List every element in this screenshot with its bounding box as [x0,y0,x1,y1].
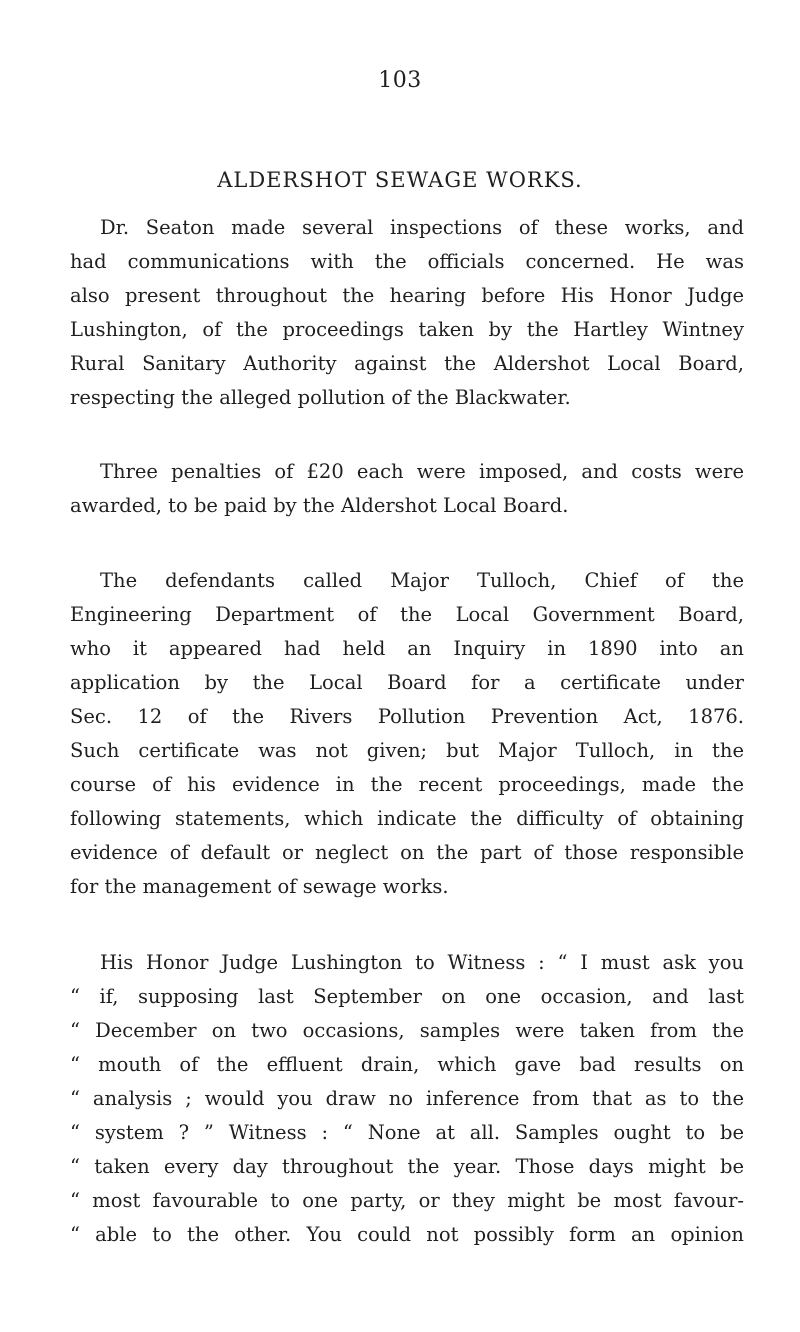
text-line: “ able to the other. You could not possibly form an opinion [70,1223,744,1246]
text-line: Such certificate was not given; but Major Tulloch, in the [70,739,744,762]
text-line: “ mouth of the effluent drain, which gave bad results on [70,1053,744,1076]
text-line: The defendants called Major Tulloch, Chief of the [100,569,744,592]
text-line: His Honor Judge Lushington to Witness : “ I must ask you [100,951,744,974]
text-line: for the management of sewage works. [70,875,449,898]
text-line: “ December on two occasions, samples were taken from the [70,1019,744,1042]
paragraph [70,946,744,1252]
text-line: had communications with the officials concerned. He was [70,250,744,273]
text-line: “ system ? ” Witness : “ None at all. Samples ought to be [70,1121,744,1144]
text-line: Three penalties of £20 each were imposed, and costs were [100,460,744,483]
paragraph [70,211,744,415]
text-line: Dr. Seaton made several inspections of these works, and [100,216,744,239]
text-line: Sec. 12 of the Rivers Pollution Prevention Act, 1876. [70,705,744,728]
text-line: who it appeared had held an Inquiry in 1890 into an [70,637,744,660]
section-heading: ALDERSHOT SEWAGE WORKS. [217,168,583,192]
text-line: “ analysis ; would you draw no inference from that as to the [70,1087,744,1110]
paragraph [70,455,744,523]
text-line: following statements, which indicate the difficulty of obtaining [70,807,744,830]
text-line: “ if, supposing last September on one occasion, and last [70,985,744,1008]
paragraph [70,564,744,904]
text-line: respecting the alleged pollution of the Blackwater. [70,386,571,409]
text-line: Engineering Department of the Local Government Board, [70,603,744,626]
text-line: also present throughout the hearing before His Honor Judge [70,284,744,307]
text-line: evidence of default or neglect on the part of those responsible [70,841,744,864]
text-line: Rural Sanitary Authority against the Aldershot Local Board, [70,352,744,375]
text-line: “ taken every day throughout the year. Those days might be [70,1155,744,1178]
text-line: application by the Local Board for a certificate under [70,671,744,694]
text-line: “ most favourable to one party, or they might be most favour- [70,1189,744,1212]
page-number: 103 [378,68,422,93]
text-line: awarded, to be paid by the Aldershot Local Board. [70,494,569,517]
text-line: course of his evidence in the recent proceedings, made the [70,773,744,796]
text-line: Lushington, of the proceedings taken by the Hartley Wintney [70,318,744,341]
